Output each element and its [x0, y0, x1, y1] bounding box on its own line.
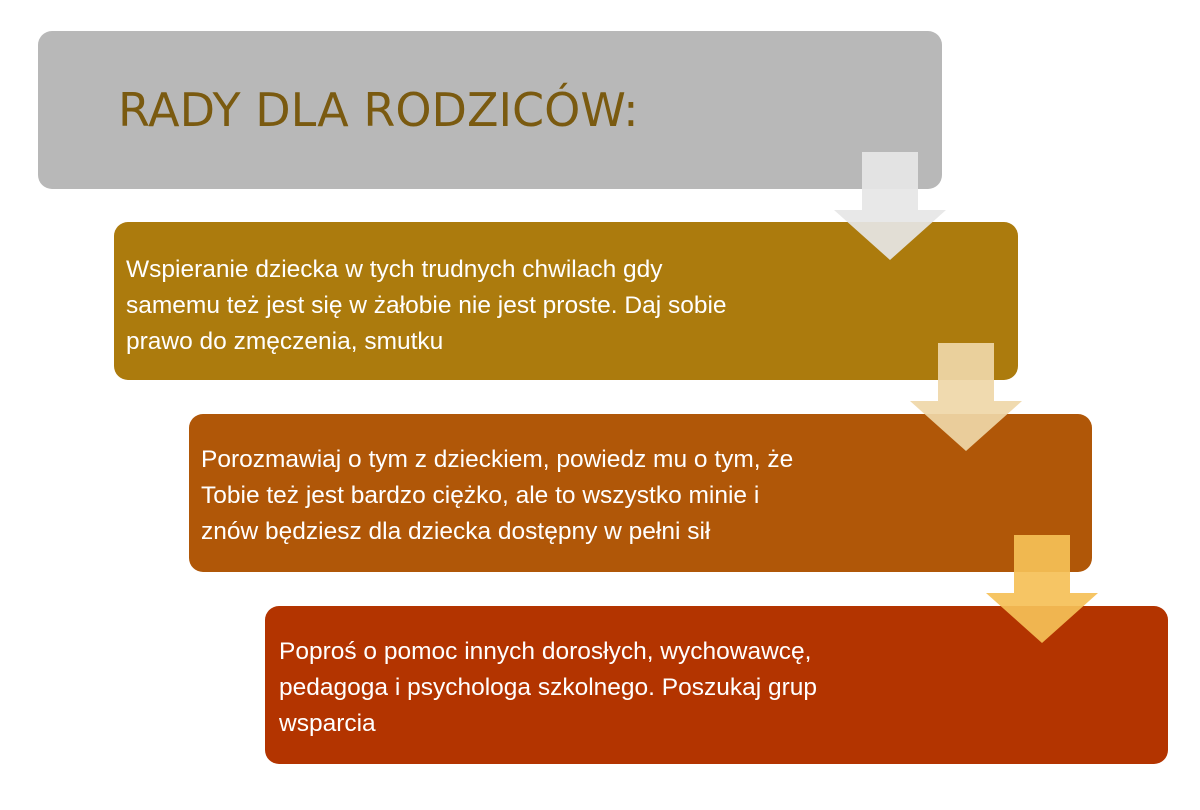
- arrow-down-icon-2: [910, 343, 1022, 451]
- arrow-2-shape: [910, 343, 1022, 451]
- arrow-down-icon-1: [834, 152, 946, 260]
- diagram-title: RADY DLA RODZICÓW:: [118, 83, 639, 137]
- arrow-down-icon-3: [986, 535, 1098, 643]
- arrow-1-shape: [834, 152, 946, 260]
- step-1-text: Wspieranie dziecka w tych trudnych chwilach gdy samemu też jest się w żałobie nie jest proste. Daj sobie prawo do zmęczenia, smutku: [126, 256, 727, 355]
- arrow-3-shape: [986, 535, 1098, 643]
- step-3-text: Poproś o pomoc innych dorosłych, wychowawcę, pedagoga i psychologa szkolnego. Poszukaj grup wsparcia: [279, 638, 818, 737]
- step-2-text: Porozmawiaj o tym z dzieckiem, powiedz mu o tym, że Tobie też jest bardzo ciężko, ale to wszystko minie i znów będziesz dla dziecka dostępny w pełni sił: [201, 446, 794, 545]
